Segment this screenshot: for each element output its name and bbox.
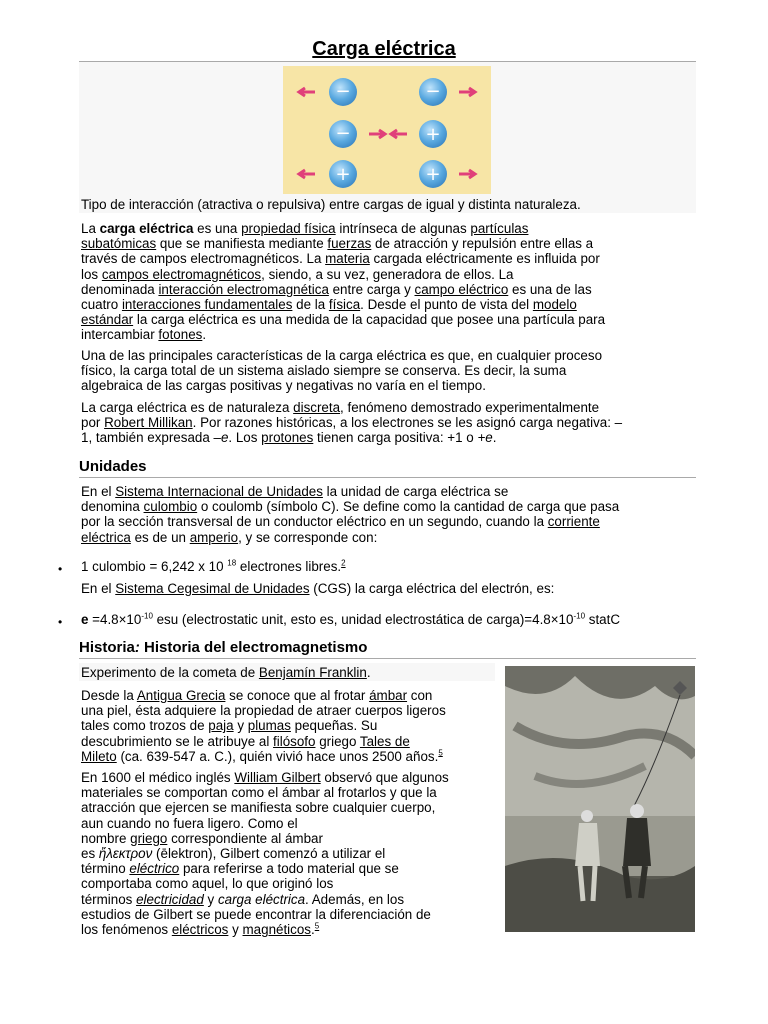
positive-charge-icon bbox=[329, 160, 357, 188]
link-electricos[interactable]: eléctricos bbox=[171, 922, 229, 938]
charge-interaction-image bbox=[283, 66, 491, 194]
intro-paragraph-1: La carga eléctrica es una propiedad física intrínseca de algunas partículas subatómicas que se manifiesta mediante fuerzas de atracción y repulsión entre ellas a través de campos electromagnéticos. La materia cargada eléctricamente es influida por los campos electromagnéticos, siendo, a su vez, generadora de ellos. La denominada interacción electromagnética entre carga y campo eléctrico es una de las cuatro interacciones fundamentales de la física. Desde el punto de vista del modelo estándar la carga eléctrica es una medida de la capacidad que posee una partícula para intercambiar fotones. bbox=[81, 221, 606, 343]
link-modelo[interactable]: modelo bbox=[532, 297, 577, 313]
svg-text:+: + bbox=[425, 164, 441, 185]
kite-experiment-illustration bbox=[505, 666, 695, 932]
section-heading-unidades: Unidades bbox=[79, 458, 147, 475]
link-discreta[interactable]: discreta bbox=[293, 400, 341, 415]
charge-diagram bbox=[283, 66, 491, 194]
link-plumas[interactable]: plumas bbox=[247, 718, 291, 734]
reference-5[interactable]: 5 bbox=[314, 921, 320, 931]
link-interaccion-electromagnetica[interactable]: interacción electromagnética bbox=[158, 281, 329, 297]
repulsion-arrow-right-icon bbox=[459, 88, 475, 96]
link-paja[interactable]: paja bbox=[208, 718, 234, 734]
link-benjamin-franklin[interactable]: Benjamín Franklin bbox=[258, 665, 367, 680]
negative-charge-icon bbox=[329, 78, 357, 106]
link-campos-electromagneticos[interactable]: campos electromagnéticos bbox=[101, 266, 262, 282]
link-particulas[interactable]: partículas bbox=[470, 221, 529, 236]
link-protones[interactable]: protones bbox=[261, 430, 314, 446]
link-antigua-grecia[interactable]: Antigua Grecia bbox=[136, 688, 226, 703]
unidades-paragraph-2: En el Sistema Cegesimal de Unidades (CGS) la carga eléctrica del electrón, es: bbox=[81, 581, 555, 596]
link-corriente[interactable]: corriente bbox=[547, 514, 600, 530]
link-subatomicas[interactable]: subatómicas bbox=[81, 236, 157, 252]
reference-2[interactable]: 2 bbox=[341, 558, 346, 568]
section-heading-historia: Historia: Historia del electromagnetismo bbox=[79, 639, 368, 656]
unidades-divider bbox=[79, 477, 696, 478]
bullet-marker: • bbox=[58, 562, 63, 576]
link-robert-millikan[interactable]: Robert Millikan bbox=[104, 415, 193, 431]
unidades-paragraph-1: En el Sistema Internacional de Unidades la unidad de carga eléctrica se denomina culombio o coulomb (símbolo C). Se define como la cantidad de carga que pasa por la sección transversal de un conductor eléctrico en un segundo, cuando la corriente eléctrica es de un amperio, y se corresponde con: bbox=[81, 484, 620, 545]
bullet-culombio: 1 culombio = 6,242 x 10 $^{18}$ electrones libres.$^2$ bbox=[81, 558, 346, 574]
bullet-marker: • bbox=[58, 615, 63, 629]
bullet-esu: $e =4.8\times 10^{-10}$ esu (electrostatic unit, esto es, unidad electrostática de $carga)=4.8\times 10^{-10}$ statC bbox=[81, 611, 621, 627]
negative-charge-icon bbox=[329, 120, 357, 148]
link-sistema-cegesimal[interactable]: Sistema Cegesimal de Unidades bbox=[115, 581, 310, 596]
link-propiedad-fisica[interactable]: propiedad física bbox=[241, 221, 336, 236]
positive-charge-icon bbox=[419, 160, 447, 188]
svg-text:+: + bbox=[335, 164, 351, 185]
link-amperio[interactable]: amperio bbox=[189, 529, 239, 545]
link-fisica[interactable]: física bbox=[328, 297, 361, 313]
link-electricidad[interactable]: electricidad bbox=[136, 891, 204, 907]
link-materia[interactable]: materia bbox=[325, 251, 370, 267]
link-culombio[interactable]: culombio bbox=[143, 499, 198, 515]
link-mileto[interactable]: Mileto bbox=[81, 748, 117, 764]
repulsion-arrow-left-icon bbox=[299, 170, 315, 178]
repulsion-arrow-right-icon bbox=[459, 170, 475, 178]
link-electrico[interactable]: eléctrico bbox=[129, 861, 180, 877]
link-ambar[interactable]: ámbar bbox=[369, 688, 408, 703]
link-fuerzas[interactable]: fuerzas bbox=[327, 236, 372, 252]
franklin-caption: Experimento de la cometa de Benjamín Franklin. bbox=[81, 665, 371, 680]
historia-paragraph-1: Desde la Antigua Grecia se conoce que al frotar ámbar con una piel, ésta adquiere la propiedad de atraer cuerpos ligeros tales como trozos de paja y plumas pequeñas. Su descubrimiento se le atribuye al filósofo griego Tales de Mileto (ca. 639-547 a. C.), quién vivió hace unos 2500 años.$^5$ bbox=[81, 688, 446, 764]
svg-text:−: − bbox=[335, 123, 351, 144]
link-filosofo[interactable]: filósofo bbox=[273, 733, 316, 749]
attraction-arrow-left-icon bbox=[391, 130, 407, 138]
svg-text:−: − bbox=[425, 81, 441, 102]
historia-paragraph-2: En 1600 el médico inglés William Gilbert observó que algunos materiales se comportan como el ámbar al frotarlos y que la atracción que ejercen se manifiesta sobre cualquier cuerpo, aun cuando no fuera ligero. Como el nombre griego correspondiente al ámbar es ἤλεκτρον (ēlektron), Gilbert comenzó a utilizar el término eléctrico para referirse a todo material que se comportaba como aquel, lo que originó los términos electricidad y carga eléctrica. Además, en los estudios de Gilbert se puede encontrar la diferenciación de los fenómenos eléctricos y magnéticos.$^5$ bbox=[81, 770, 449, 938]
link-interacciones-fundamentales[interactable]: interacciones fundamentales bbox=[121, 297, 293, 313]
link-griego[interactable]: griego bbox=[130, 830, 168, 846]
attraction-arrow-right-icon bbox=[369, 130, 385, 138]
link-william-gilbert[interactable]: William Gilbert bbox=[234, 770, 321, 785]
intro-paragraph-2: Una de las principales características de la carga eléctrica es que, en cualquier proceso físico, la carga total de un sistema aislado siempre se conserva. Es decir, la suma algebraica de las cargas positivas y negativas no varía en el tiempo. bbox=[81, 348, 603, 394]
page-title: Carga eléctrica bbox=[312, 38, 456, 60]
franklin-kite-engraving bbox=[505, 666, 695, 932]
svg-text:−: − bbox=[335, 81, 351, 102]
reference-5[interactable]: 5 bbox=[438, 748, 443, 758]
link-campo-electrico[interactable]: campo eléctrico bbox=[414, 281, 509, 297]
positive-charge-icon bbox=[419, 120, 447, 148]
link-estandar[interactable]: estándar bbox=[81, 312, 134, 328]
link-tales-de-mileto[interactable]: Tales de bbox=[359, 733, 410, 749]
link-electrica[interactable]: eléctrica bbox=[81, 529, 131, 545]
link-fotones[interactable]: fotones bbox=[158, 327, 203, 343]
link-sistema-internacional[interactable]: Sistema Internacional de Unidades bbox=[115, 484, 323, 499]
negative-charge-icon bbox=[419, 78, 447, 106]
historia-divider bbox=[79, 658, 696, 659]
link-magneticos[interactable]: magnéticos bbox=[242, 922, 311, 938]
figure-caption: Tipo de interacción (atractiva o repulsiva) entre cargas de igual y distinta naturaleza. bbox=[81, 197, 581, 212]
intro-paragraph-3: La carga eléctrica es de naturaleza discreta, fenómeno demostrado experimentalmente por Robert Millikan. Por razones históricas, a los electrones se les asignó carga negativa: – 1, también expresada –e. Los protones tienen carga positiva: +1 o +e. bbox=[81, 400, 623, 446]
svg-text:+: + bbox=[425, 124, 441, 145]
repulsion-arrow-left-icon bbox=[299, 88, 315, 96]
